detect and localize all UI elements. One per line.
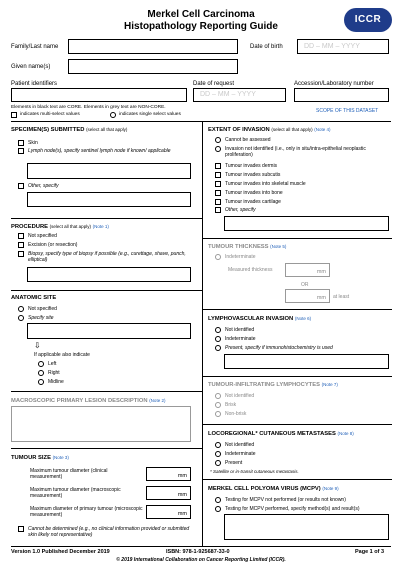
mcpv-performed-radio[interactable] bbox=[215, 506, 221, 512]
family-name-label: Family/Last name bbox=[11, 44, 59, 50]
procedure-not-specified-label: Not specified bbox=[28, 233, 57, 239]
multi-select-legend: indicates multi-select values bbox=[20, 112, 80, 117]
divider bbox=[202, 424, 392, 425]
form-title: Merkel Cell Carcinoma bbox=[147, 9, 255, 20]
footer-version: Version 1.0 Published December 2019 bbox=[11, 549, 110, 555]
size-macroscopic-label: Maximum tumour diameter (macroscopic measurement) bbox=[30, 487, 121, 499]
column-divider bbox=[202, 121, 203, 546]
extent-other-checkbox[interactable] bbox=[215, 207, 221, 213]
procedure-title: PROCEDURE (select all that apply) (Note 1) bbox=[11, 224, 109, 230]
down-arrow-icon: ⇩ bbox=[34, 341, 41, 350]
lvi-title: LYMPHOVASCULAR INVASION (Note 6) bbox=[208, 316, 312, 322]
extent-not-identified-radio[interactable] bbox=[215, 146, 221, 152]
date-of-request-label: Date of request bbox=[193, 81, 235, 87]
specimen-skin-label: Skin bbox=[28, 140, 38, 146]
locoregional-present-label: Present bbox=[225, 460, 243, 466]
divider bbox=[202, 309, 392, 310]
laterality-midline-radio[interactable] bbox=[38, 379, 44, 385]
specimens-title: SPECIMEN(S) SUBMITTED (select all that apply) bbox=[11, 127, 128, 133]
mcpv-not-performed-label: Testing for MCPV not performed (or results not known) bbox=[225, 497, 346, 503]
specimen-other-text[interactable] bbox=[27, 192, 191, 207]
divider bbox=[11, 391, 202, 392]
size-microscopic-field[interactable]: mm bbox=[146, 505, 191, 519]
macroscopic-text[interactable] bbox=[11, 406, 191, 442]
size-macroscopic-field[interactable]: mm bbox=[146, 486, 191, 500]
procedure-not-specified-checkbox[interactable] bbox=[18, 233, 24, 239]
extent-cartilage-label: Tumour invades cartilage bbox=[225, 199, 281, 205]
lvi-indeterminate-label: Indeterminate bbox=[225, 336, 256, 342]
size-clinical-field[interactable]: mm bbox=[146, 467, 191, 481]
accession-label: Accession/Laboratory number bbox=[294, 81, 374, 87]
procedure-excision-label: Excision (or resection) bbox=[28, 242, 78, 248]
locoregional-footnote: * Satellite or in-transit cutaneous metastasis. bbox=[210, 469, 299, 474]
locoregional-indeterminate-label: Indeterminate bbox=[225, 451, 256, 457]
mcpv-title: MERKEL CELL POLYOMA VIRUS (MCPV) (Note 9) bbox=[208, 486, 339, 492]
divider bbox=[202, 238, 392, 239]
extent-bone-label: Tumour invades into bone bbox=[225, 190, 283, 196]
given-names-field[interactable] bbox=[68, 59, 238, 74]
thickness-indeterminate-label: Indeterminate bbox=[225, 254, 256, 260]
anatomic-not-specified-radio[interactable] bbox=[18, 306, 24, 312]
divider bbox=[11, 448, 202, 449]
lvi-not-identified-label: Not identified bbox=[225, 327, 255, 333]
anatomic-site-text[interactable] bbox=[27, 323, 191, 339]
specimen-lymph-label: Lymph node(s), specify sentinel lymph node if known/ applicable bbox=[28, 148, 171, 154]
laterality-left-label: Left bbox=[48, 361, 57, 367]
extent-subcutis-label: Tumour invades subcutis bbox=[225, 172, 281, 178]
thickness-indeterminate-radio[interactable] bbox=[215, 254, 221, 260]
form-subtitle: Histopathology Reporting Guide bbox=[124, 21, 278, 32]
laterality-prompt: If applicable also indicate bbox=[34, 352, 90, 358]
thickness-measured-label: Measured thickness bbox=[228, 267, 273, 273]
extent-cannot-radio[interactable] bbox=[215, 137, 221, 143]
divider bbox=[11, 290, 202, 291]
procedure-biopsy-text[interactable] bbox=[27, 267, 191, 282]
extent-other-label: Other, specify bbox=[225, 207, 256, 213]
thickness-at-least-field[interactable]: mm bbox=[285, 289, 330, 303]
accession-field[interactable] bbox=[294, 88, 389, 102]
core-note: Elements in black text are CORE. Elements in grey text are NON-CORE. bbox=[11, 105, 166, 110]
mcpv-performed-label: Testing for MCPV performed, specify method(s) and result(s) bbox=[225, 506, 360, 512]
extent-dermis-checkbox[interactable] bbox=[215, 163, 221, 169]
date-of-request-placeholder: DD – MM – YYYY bbox=[200, 91, 256, 98]
extent-cartilage-checkbox[interactable] bbox=[215, 199, 221, 205]
mcpv-not-performed-radio[interactable] bbox=[215, 497, 221, 503]
size-cannot-label: Cannot be determined (e.g., no clinical information provided or submitted skin likely not representative) bbox=[28, 526, 190, 538]
til-brisk-label: Brisk bbox=[225, 402, 237, 408]
single-select-legend-radio bbox=[110, 112, 116, 118]
macroscopic-title: MACROSCOPIC PRIMARY LESION DESCRIPTION (Note 2) bbox=[11, 398, 166, 404]
til-nonbrisk-label: Non-brisk bbox=[225, 411, 247, 417]
single-select-legend: indicates single select values bbox=[119, 112, 181, 117]
thickness-title: TUMOUR THICKNESS (Note 5) bbox=[208, 244, 287, 250]
patient-identifiers-field[interactable] bbox=[11, 88, 187, 102]
size-clinical-label: Maximum tumour diameter (clinical measurement) bbox=[30, 468, 108, 480]
footer-copyright: © 2019 International Collaboration on Cancer Reporting Limited (ICCR). bbox=[116, 557, 286, 563]
scope-link[interactable]: SCOPE OF THIS DATASET bbox=[316, 108, 379, 114]
lvi-not-identified-radio[interactable] bbox=[215, 327, 221, 333]
size-microscopic-label: Maximum diameter of primary tumour (microscopic measurement) bbox=[30, 506, 143, 518]
date-of-request-field[interactable] bbox=[193, 88, 286, 102]
tumour-size-title: TUMOUR SIZE (Note 3) bbox=[11, 455, 69, 461]
specimen-lymph-checkbox[interactable] bbox=[18, 148, 24, 154]
patient-identifiers-label: Patient identifiers bbox=[11, 81, 58, 87]
lvi-indeterminate-radio[interactable] bbox=[215, 336, 221, 342]
thickness-measured-field[interactable]: mm bbox=[285, 263, 330, 277]
footer-page: Page 1 of 3 bbox=[355, 549, 385, 555]
extent-dermis-label: Tumour invades dermis bbox=[225, 163, 278, 169]
specimen-other-checkbox[interactable] bbox=[18, 183, 24, 189]
size-cannot-checkbox[interactable] bbox=[18, 526, 24, 532]
anatomic-specify-label: Specify site bbox=[28, 315, 54, 321]
lvi-present-radio[interactable] bbox=[215, 345, 221, 351]
locoregional-title: LOCOREGIONAL* CUTANEOUS METASTASES (Note 8) bbox=[208, 431, 354, 437]
dob-field[interactable] bbox=[297, 39, 389, 54]
specimen-skin-checkbox[interactable] bbox=[18, 140, 24, 146]
til-brisk-radio[interactable] bbox=[215, 402, 221, 408]
anatomic-specify-radio[interactable] bbox=[18, 315, 24, 321]
laterality-right-radio[interactable] bbox=[38, 370, 44, 376]
procedure-excision-checkbox[interactable] bbox=[18, 242, 24, 248]
thickness-or-label: OR bbox=[301, 282, 309, 288]
extent-other-text[interactable] bbox=[224, 216, 389, 231]
anatomic-site-title: ANATOMIC SITE bbox=[11, 295, 57, 301]
til-not-identified-radio[interactable] bbox=[215, 393, 221, 399]
extent-cannot-label: Cannot be assessed bbox=[225, 137, 271, 143]
extent-muscle-checkbox[interactable] bbox=[215, 181, 221, 187]
locoregional-not-identified-radio[interactable] bbox=[215, 442, 221, 448]
extent-title: EXTENT OF INVASION (select all that apply) (Note 4) bbox=[208, 127, 331, 133]
extent-bone-checkbox[interactable] bbox=[215, 190, 221, 196]
lvi-text[interactable] bbox=[224, 354, 389, 369]
divider bbox=[11, 218, 202, 219]
dob-placeholder: DD – MM – YYYY bbox=[304, 43, 360, 50]
iccr-logo: ICCR bbox=[344, 8, 392, 32]
family-name-field[interactable] bbox=[68, 39, 238, 54]
procedure-biopsy-label: Biopsy, specify type of biopsy if possible (e.g., curettage, shave, punch, elliptical) bbox=[28, 251, 186, 263]
header-divider bbox=[11, 121, 391, 122]
anatomic-not-specified-label: Not specified bbox=[28, 306, 57, 312]
laterality-midline-label: Midline bbox=[48, 379, 64, 385]
locoregional-not-identified-label: Not identified bbox=[225, 442, 255, 448]
divider bbox=[202, 479, 392, 480]
extent-subcutis-checkbox[interactable] bbox=[215, 172, 221, 178]
thickness-at-least-label: at least bbox=[333, 294, 350, 300]
divider bbox=[202, 376, 392, 377]
footer-isbn: ISBN: 978-1-925687-33-0 bbox=[166, 549, 230, 555]
given-names-label: Given name(s) bbox=[11, 64, 51, 70]
til-title: TUMOUR-INFILTRATING LYMPHOCYTES (Note 7) bbox=[208, 382, 338, 388]
lvi-present-label: Present, specify if immunohistochemistry is used bbox=[225, 345, 333, 351]
specimen-lymph-text[interactable] bbox=[27, 163, 191, 179]
multi-select-legend-checkbox bbox=[11, 112, 17, 118]
mcpv-text[interactable] bbox=[224, 514, 389, 540]
locoregional-indeterminate-radio[interactable] bbox=[215, 451, 221, 457]
til-nonbrisk-radio[interactable] bbox=[215, 411, 221, 417]
laterality-left-radio[interactable] bbox=[38, 361, 44, 367]
specimen-other-label: Other, specify bbox=[28, 183, 59, 189]
locoregional-present-radio[interactable] bbox=[215, 460, 221, 466]
procedure-biopsy-checkbox[interactable] bbox=[18, 251, 24, 257]
footer-divider bbox=[11, 546, 391, 547]
laterality-right-label: Right bbox=[48, 370, 60, 376]
extent-muscle-label: Tumour invades into skeletal muscle bbox=[225, 181, 306, 187]
til-not-identified-label: Not identified bbox=[225, 393, 255, 399]
dob-label: Date of birth bbox=[250, 44, 283, 50]
extent-not-identified-label: Invasion not identified (i.e., only in situ/intra-epithelial neoplastic proliferation) bbox=[225, 146, 366, 158]
